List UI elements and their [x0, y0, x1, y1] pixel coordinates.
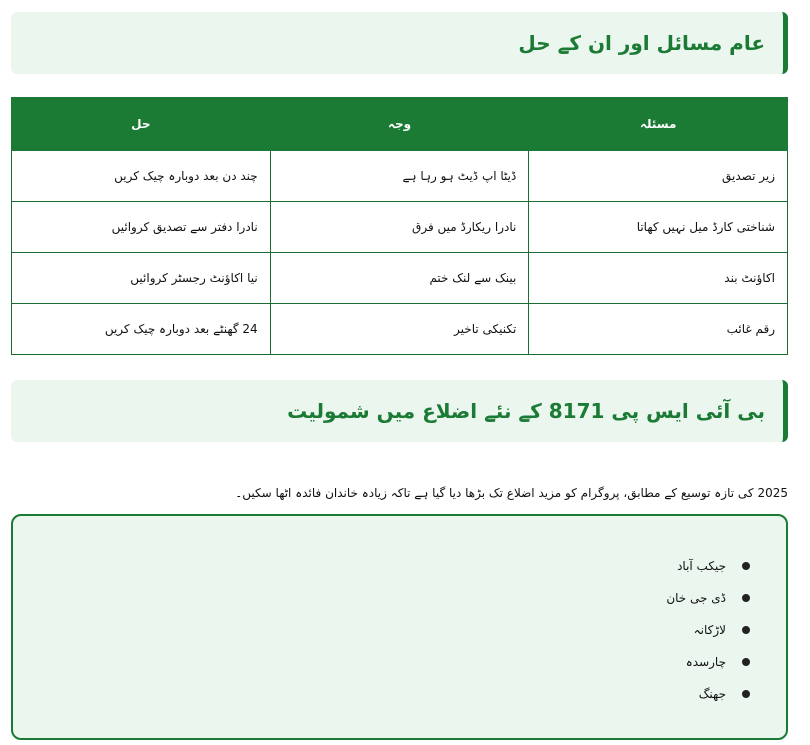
- bullet-dot-icon: [742, 690, 750, 698]
- list-item: [666, 550, 750, 582]
- section-title: بی آئی ایس پی 8171 کے نئے اضلاع میں شمولیت: [287, 399, 765, 423]
- bullet-dot-icon: [742, 594, 750, 602]
- district-name: چارسدہ: [685, 655, 726, 669]
- list-item: [666, 582, 750, 614]
- list-item: [666, 646, 750, 678]
- district-name: لاڑکانہ: [693, 623, 726, 637]
- cell-reason: تکنیکی تاخیر: [270, 304, 529, 355]
- section-title: عام مسائل اور ان کے حل: [518, 31, 765, 55]
- cell-reason: نادرا ریکارڈ میں فرق: [270, 202, 529, 253]
- cell-reason: ڈیٹا اپ ڈیٹ ہو رہا ہے: [270, 151, 529, 202]
- district-name: ڈی جی خان: [666, 591, 726, 605]
- list-item: [666, 678, 750, 710]
- district-name: جھنگ: [698, 687, 726, 701]
- intro-paragraph: 2025 کی تازہ توسیع کے مطابق، پروگرام کو مزید اضلاع تک بڑھا دیا گیا ہے تاکہ زیادہ خاندان فائدہ اٹھا سکیں۔: [235, 486, 788, 500]
- table-header-row: [12, 98, 788, 151]
- cell-issue: زیر تصدیق: [529, 151, 788, 202]
- table-row: [12, 304, 788, 355]
- column-header-reason: وجہ: [270, 98, 529, 151]
- table-row: [12, 151, 788, 202]
- district-name: جیکب آباد: [677, 559, 726, 573]
- district-list: [666, 550, 750, 710]
- cell-solution: نیا اکاؤنٹ رجسٹر کروائیں: [12, 253, 271, 304]
- issues-table: [11, 97, 788, 355]
- list-item: [666, 614, 750, 646]
- cell-solution: 24 گھنٹے بعد دوبارہ چیک کریں: [12, 304, 271, 355]
- table-row: [12, 253, 788, 304]
- bullet-dot-icon: [742, 658, 750, 666]
- cell-reason: بینک سے لنک ختم: [270, 253, 529, 304]
- cell-solution: نادرا دفتر سے تصدیق کروائیں: [12, 202, 271, 253]
- bullet-dot-icon: [742, 562, 750, 570]
- column-header-issue: مسئلہ: [529, 98, 788, 151]
- cell-issue: شناختی کارڈ میل نہیں کھاتا: [529, 202, 788, 253]
- section-header-new-districts: [11, 380, 788, 442]
- cell-solution: چند دن بعد دوبارہ چیک کریں: [12, 151, 271, 202]
- table-row: [12, 202, 788, 253]
- section-header-common-issues: [11, 12, 788, 74]
- districts-box: [11, 514, 788, 740]
- column-header-solution: حل: [12, 98, 271, 151]
- bullet-dot-icon: [742, 626, 750, 634]
- cell-issue: اکاؤنٹ بند: [529, 253, 788, 304]
- cell-issue: رقم غائب: [529, 304, 788, 355]
